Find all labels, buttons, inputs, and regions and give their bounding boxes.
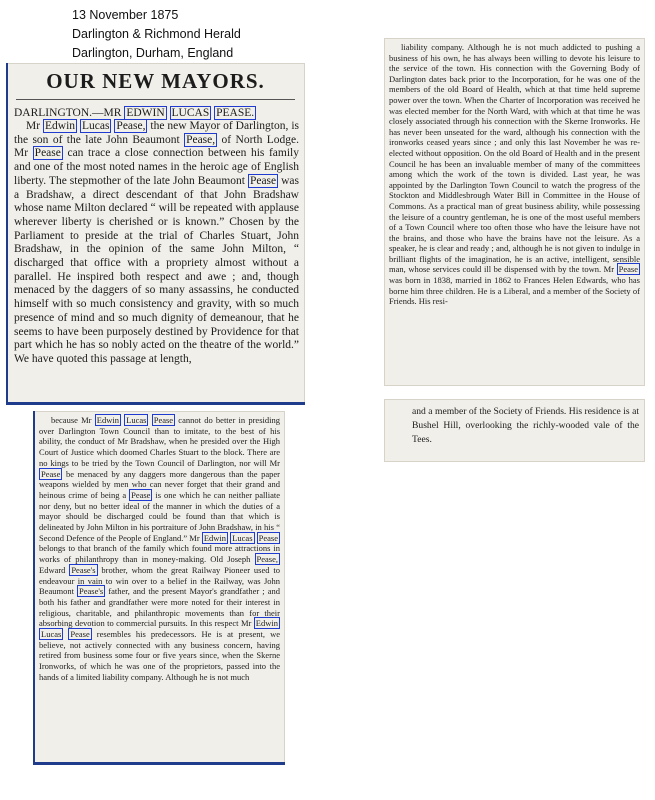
name-highlight: LUCAS	[171, 107, 210, 119]
name-highlight: Pease	[258, 532, 279, 543]
name-highlight: Pease	[618, 264, 638, 275]
name-highlight: Pease	[34, 147, 61, 160]
citation-header	[72, 6, 241, 63]
name-highlight: PEASE.	[216, 107, 255, 119]
name-highlight: Edwin	[45, 120, 76, 132]
name-highlight: Pease	[249, 174, 277, 187]
name-highlight: Edwin	[255, 618, 278, 629]
name-highlight: Pease,	[116, 120, 146, 132]
publication-place: Darlington, Durham, England	[72, 46, 234, 60]
title-rule	[16, 99, 295, 100]
name-highlight: Lucas	[232, 532, 253, 543]
name-highlight: Lucas	[82, 120, 110, 132]
name-highlight: Pease	[153, 415, 174, 425]
clipping-right-column	[384, 38, 645, 386]
name-highlight: Pease	[131, 489, 151, 500]
article-text-col3: liability company. Although he is not much addicted to pushing a business of his own, he has always been willing to devote his leisure to the service of the town. His connection with the Governing Body of Darlington dates back prior to the Incorporation, for he was one of the members of the old Board of Health, which at that time held supreme power over the town. When the Charter of Incorporation was received he was elected member for the North Ward, with which at that time he was closely associated through his connection with the Skerne Ironworks. He has never been unseated for the ward, although his connection with the ironworks ceased years since ; and only this last November he was re-elected without opposition. On the old Board of Health and in the present Council he has been an invaluable member of many of the committees among which the work of the town is divided. Last year, he was appointed by the Darlington Town Council to watch the progress of the Stockton and Middlesbrough Water Bill in Committee in the House of Commons. As a practical man of great business ability, while possessing the leisure of a country gentleman, he is one of the most useful members of a Town Council where too often those who have the leisure have not the brains, and those who have the brains have not the leisure. As a speaker, he is clear and ready ; and, although he is not given to indulge in brilliant flights of the imagination, he is an active, intelligent, sensible man, whose services could ill be dispensed with by the town. Mr Pease was born in 1838, married in 1862 to Frances Helen Edwards, who has borne him three children. He is a Liberal, and a member of the Society of Friends. His resi-	[389, 42, 640, 307]
clipping-second-column	[33, 411, 285, 765]
clipping-headline-column	[6, 63, 305, 405]
name-highlight: EDWIN	[126, 107, 165, 119]
name-highlight: Pease's	[71, 564, 96, 575]
publication-date: 13 November 1875	[72, 8, 179, 22]
name-highlight: Pease	[41, 468, 61, 479]
name-highlight: Pease,	[186, 133, 216, 146]
name-highlight: Lucas	[41, 629, 62, 640]
newspaper-name: Darlington & Richmond Herald	[72, 27, 241, 41]
name-highlight: Edwin	[203, 532, 227, 543]
name-highlight: Pease,	[256, 554, 278, 565]
article-text-col4: and a member of the Society of Friends. His residence is at Bushel Hill, overlooking the richly-wooded vale of the Tees.	[412, 406, 639, 445]
article-text-col2: because Mr Edwin Lucas Pease cannot do better in presiding over Darlington Town Council than to imitate, to the best of his ability, the conduct of Mr Bradshaw, when he presided over the High Court of Justice which doomed Charles Stuart to the block. There are no kings to be tried by the Town Council of Darlington, nor will Mr Pease be menaced by any daggers more dangerous than the paper weapons wielded by men who can never forget that their grand and heinous crime of being a Pease is one which he can neither palliate nor deny, but no better ideal of the manner in which the duties of a mayor should be discharged could be found than that which is delineated by John Milton in his portraiture of John Bradshaw, in his “ Second Defence of the People of England.” Mr Edwin Lucas Pease belongs to that branch of the family which found more attractions in works of philanthropy than in money-making. Old Joseph Pease, Edward Pease's brother, whom the great Railway Pioneer used to endeavour in vain to win over to a belief in the Railway, was John Beaumont Pease's father, and the present Mayor's grandfather ; and both his father and grandfather were more noted for their interest in religious, charitable, and philanthropic movements than for their absorbing devotion to commercial pursuits. In this respect Mr Edwin Lucas Pease resembles his predecessors. He is at present, we believe, not actively connected with any business concern, having retired from business some four or five years since, when the Skerne Ironworks, of which he was one of the proprietors, passed into the hands of a limited liability company. Although he is not much	[39, 415, 281, 682]
article-text-col1: Mr Edwin Lucas Pease, the new Mayor of Darlington, is the son of the late John Beaumont Pease, of North Lodge. Mr Pease can trace a close connection between his family and one of the most noted names in the heroic age of English liberty. The stepmother of the late John Beaumont Pease was a Bradshaw, a direct descendant of that John Bradshaw whose name Milton declared “ will be repeated with applause wherever liberty is cherished or is known.” Chosen by the Parliament to preside at the trial of Charles Stuart, John Bradshaw, in the opinion of the same John Milton, “ discharged that office with a propriety almost without a parallel. He inspired both respect and awe ; and, though menaced by the daggers of so many assassins, he conducted himself with so much consistency and gravity, with so much presence of mind and so much dignity of demeanour, that he seems to have been purposely destined by Providence for that part which he has so nobly acted on the theatre of the world.” We have quoted this passage at length,	[14, 120, 300, 365]
name-highlight: Lucas	[126, 415, 147, 425]
article-title: OUR NEW MAYORS.	[46, 69, 265, 93]
article-dateline: DARLINGTON.—MR EDWIN LUCAS PEASE.	[14, 107, 255, 119]
clipping-residence-fragment	[384, 399, 645, 462]
name-highlight: Pease	[70, 629, 90, 640]
name-highlight: Pease's	[79, 586, 104, 597]
name-highlight: Edwin	[96, 415, 119, 425]
